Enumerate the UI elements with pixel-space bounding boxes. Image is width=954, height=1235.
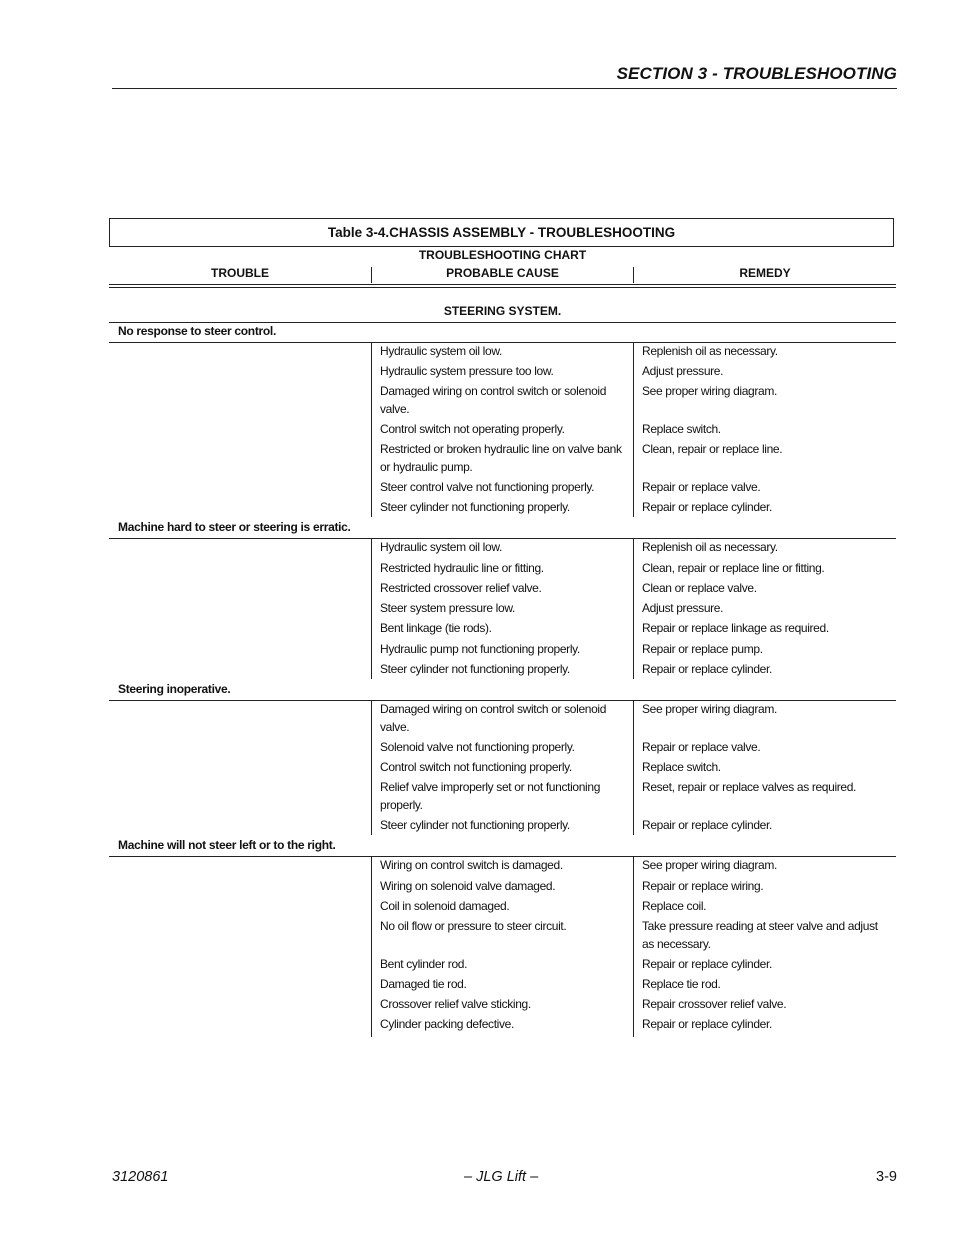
probable-cause-cell: Steer control valve not functioning properly.	[380, 480, 595, 494]
footer-brand: – JLG Lift –	[464, 1169, 539, 1185]
probable-cause-cell: Restricted hydraulic line or fitting.	[380, 561, 544, 575]
remedy-cell: Adjust pressure.	[642, 364, 724, 378]
probable-cause-cell: Cylinder packing defective.	[380, 1017, 514, 1031]
remedy-cell: Repair or replace cylinder.	[642, 1017, 772, 1031]
column-header-remedy: REMEDY	[739, 266, 791, 280]
column-divider	[633, 539, 634, 679]
probable-cause-cell: Damaged wiring on control switch or solenoid valve.	[380, 702, 607, 734]
header-rule	[109, 284, 896, 285]
probable-cause-cell: Coil in solenoid damaged.	[380, 899, 510, 913]
remedy-cell: Clean, repair or replace line.	[642, 442, 783, 456]
probable-cause-cell: Steer cylinder not functioning properly.	[380, 662, 570, 676]
remedy-cell: Replace switch.	[642, 422, 721, 436]
remedy-cell: Replace switch.	[642, 760, 721, 774]
remedy-cell: Adjust pressure.	[642, 601, 724, 615]
header-divider	[112, 88, 897, 89]
remedy-cell: Repair or replace valve.	[642, 480, 761, 494]
remedy-cell: Repair or replace cylinder.	[642, 662, 772, 676]
column-divider	[371, 343, 372, 517]
remedy-cell: Reset, repair or replace valves as required.	[642, 780, 857, 794]
remedy-cell: Repair crossover relief valve.	[642, 997, 787, 1011]
remedy-cell: Clean or replace valve.	[642, 581, 757, 595]
column-separator	[371, 267, 372, 283]
remedy-cell: Repair or replace pump.	[642, 642, 763, 656]
probable-cause-cell: Relief valve improperly set or not functioning properly.	[380, 780, 601, 812]
remedy-cell: See proper wiring diagram.	[642, 858, 777, 872]
probable-cause-cell: Restricted crossover relief valve.	[380, 581, 542, 595]
chart-title: TROUBLESHOOTING CHART	[418, 248, 587, 262]
remedy-cell: Take pressure reading at steer valve and adjust as necessary.	[642, 919, 878, 951]
column-divider	[371, 701, 372, 835]
probable-cause-cell: Wiring on control switch is damaged.	[380, 858, 563, 872]
section-title: SECTION 3 - TROUBLESHOOTING	[616, 64, 897, 83]
remedy-cell: Replace tie rod.	[642, 977, 721, 991]
probable-cause-cell: Control switch not operating properly.	[380, 422, 565, 436]
remedy-cell: Repair or replace cylinder.	[642, 500, 772, 514]
remedy-cell: Repair or replace wiring.	[642, 879, 764, 893]
probable-cause-cell: Hydraulic system oil low.	[380, 344, 502, 358]
probable-cause-cell: Restricted or broken hydraulic line on valve bank or hydraulic pump.	[380, 442, 622, 474]
remedy-cell: Replace coil.	[642, 899, 707, 913]
probable-cause-cell: Wiring on solenoid valve damaged.	[380, 879, 556, 893]
probable-cause-cell: Steer cylinder not functioning properly.	[380, 500, 570, 514]
probable-cause-cell: Damaged wiring on control switch or solenoid valve.	[380, 384, 607, 416]
header-rule	[109, 287, 896, 288]
probable-cause-cell: Bent cylinder rod.	[380, 957, 468, 971]
column-header-trouble: TROUBLE	[211, 266, 269, 280]
steering-system-heading: STEERING SYSTEM.	[443, 304, 562, 318]
trouble-label: Steering inoperative.	[118, 682, 231, 696]
column-divider	[371, 539, 372, 679]
remedy-cell: Clean, repair or replace line or fitting.	[642, 561, 825, 575]
probable-cause-cell: Steer cylinder not functioning properly.	[380, 818, 570, 832]
remedy-cell: Repair or replace cylinder.	[642, 818, 772, 832]
remedy-cell: See proper wiring diagram.	[642, 384, 777, 398]
column-header-probable-cause: PROBABLE CAUSE	[446, 266, 559, 280]
probable-cause-cell: Steer system pressure low.	[380, 601, 515, 615]
column-divider	[633, 701, 634, 835]
remedy-cell: Replenish oil as necessary.	[642, 540, 778, 554]
probable-cause-cell: Crossover relief valve sticking.	[380, 997, 531, 1011]
trouble-label: Machine will not steer left or to the right.	[118, 838, 336, 852]
document-number: 3120861	[112, 1169, 169, 1185]
column-divider	[633, 343, 634, 517]
remedy-cell: Repair or replace linkage as required.	[642, 621, 829, 635]
probable-cause-cell: No oil flow or pressure to steer circuit.	[380, 919, 567, 933]
table-caption: Table 3-4.CHASSIS ASSEMBLY - TROUBLESHOOTING	[109, 218, 894, 247]
remedy-cell: Replenish oil as necessary.	[642, 344, 778, 358]
remedy-cell: See proper wiring diagram.	[642, 702, 777, 716]
page-number: 3-9	[876, 1169, 897, 1185]
remedy-cell: Repair or replace cylinder.	[642, 957, 772, 971]
trouble-label: Machine hard to steer or steering is erratic.	[118, 520, 351, 534]
section-rule	[109, 322, 896, 323]
trouble-label: No response to steer control.	[118, 324, 276, 338]
probable-cause-cell: Damaged tie rod.	[380, 977, 467, 991]
probable-cause-cell: Control switch not functioning properly.	[380, 760, 572, 774]
remedy-cell: Repair or replace valve.	[642, 740, 761, 754]
probable-cause-cell: Hydraulic system pressure too low.	[380, 364, 554, 378]
probable-cause-cell: Hydraulic system oil low.	[380, 540, 502, 554]
probable-cause-cell: Bent linkage (tie rods).	[380, 621, 492, 635]
probable-cause-cell: Hydraulic pump not functioning properly.	[380, 642, 580, 656]
column-divider	[371, 857, 372, 1037]
column-divider	[633, 857, 634, 1037]
probable-cause-cell: Solenoid valve not functioning properly.	[380, 740, 575, 754]
column-separator	[633, 267, 634, 283]
